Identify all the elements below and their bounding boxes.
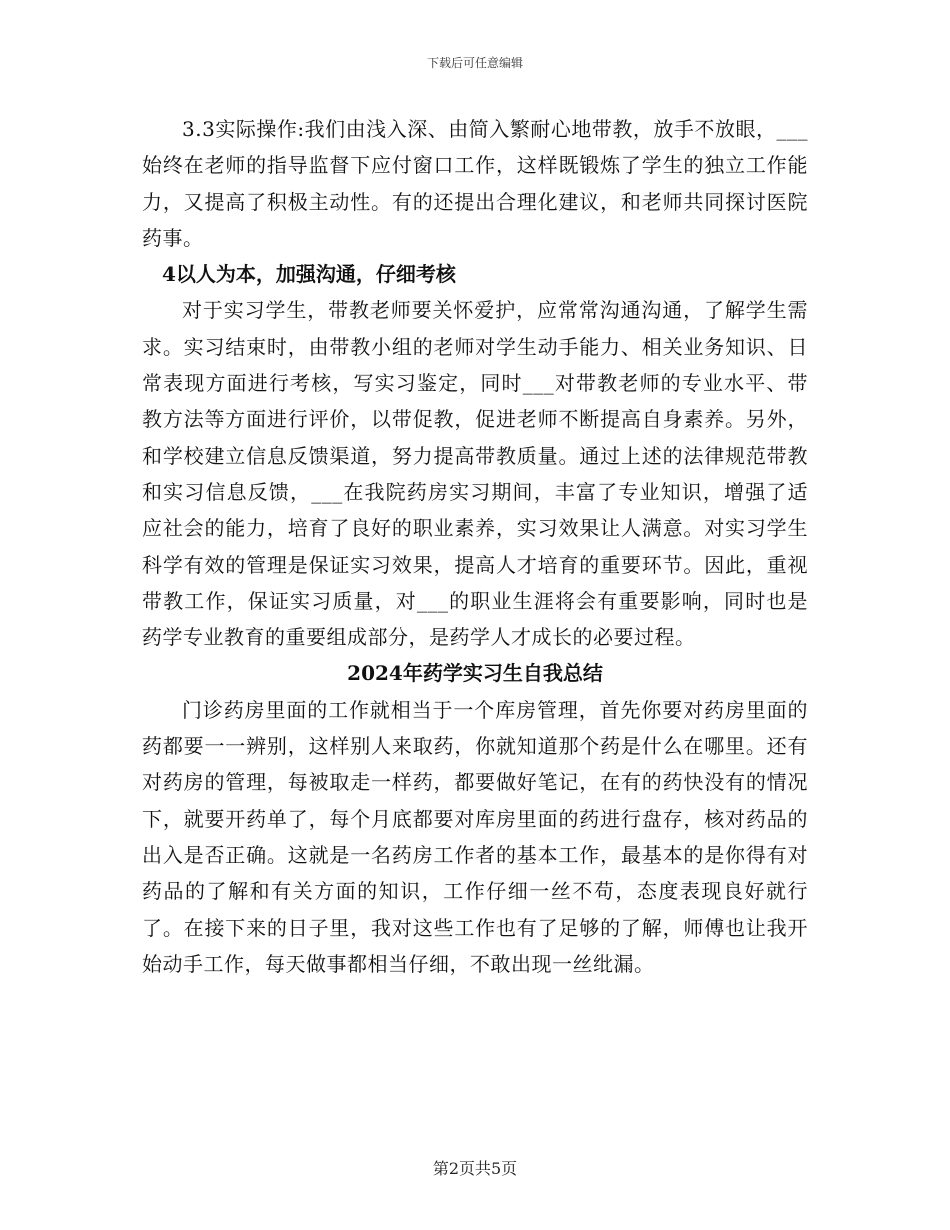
- paragraph-pharmacy-work: 门诊药房里面的工作就相当于一个库房管理，首先你要对药房里面的药都要一一辨别，这样别人来取药，你就知道那个药是什么在哪里。还有对药房的管理，每被取走一样药，都要做好笔记，在有的药快没有的情况下，就要开药单了，每个月底都要对库房里面的药进行盘存，核对药品的出入是否正确。这就是一名药房工作者的基本工作，最基本的是你得有对药品的了解和有关方面的知识，工作仔细一丝不苟，态度表现良好就行了。在接下来的日子里，我对这些工作也有了足够的了解，师傅也让我开始动手工作，每天做事都相当仔细，不敢出现一丝纰漏。: [142, 697, 808, 976]
- section-heading-4: 4以人为本，加强沟通，仔细考核: [162, 262, 456, 287]
- document-body: [142, 111, 808, 982]
- paragraph-practical-operation: 3.3实际操作:我们由浅入深、由简入繁耐心地带教，放手不放眼，___始终在老师的指导监督下应付窗口工作，这样既锻炼了学生的独立工作能力，又提高了积极主动性。有的还提出合理化建议，和老师共同探讨医院药事。: [142, 117, 808, 250]
- page-number-footer: 第2页共5页: [432, 1159, 518, 1178]
- document-title: 2024年药学实习生自我总结: [347, 661, 603, 686]
- paragraph-assessment: 对于实习学生，带教老师要关怀爱护，应常常沟通沟通，了解学生需求。实习结束时，由带教小组的老师对学生动手能力、相关业务知识、日常表现方面进行考核，写实习鉴定，同时___对带教老师的专业水平、带教方法等方面进行评价，以带促教，促进老师不断提高自身素养。另外，和学校建立信息反馈渠道，努力提高带教质量。通过上述的法律规范带教和实习信息反馈，___在我院药房实习期间，丰富了专业知识，增强了适应社会的能力，培育了良好的职业素养，实习效果让人满意。对实习学生科学有效的管理是保证实习效果，提高人才培育的重要环节。因此，重视带教工作，保证实习质量，对___的职业生涯将会有重要影响，同时也是药学专业教育的重要组成部分，是药学人才成长的必要过程。: [142, 298, 808, 650]
- page-header: 下载后可任意编辑: [426, 56, 523, 70]
